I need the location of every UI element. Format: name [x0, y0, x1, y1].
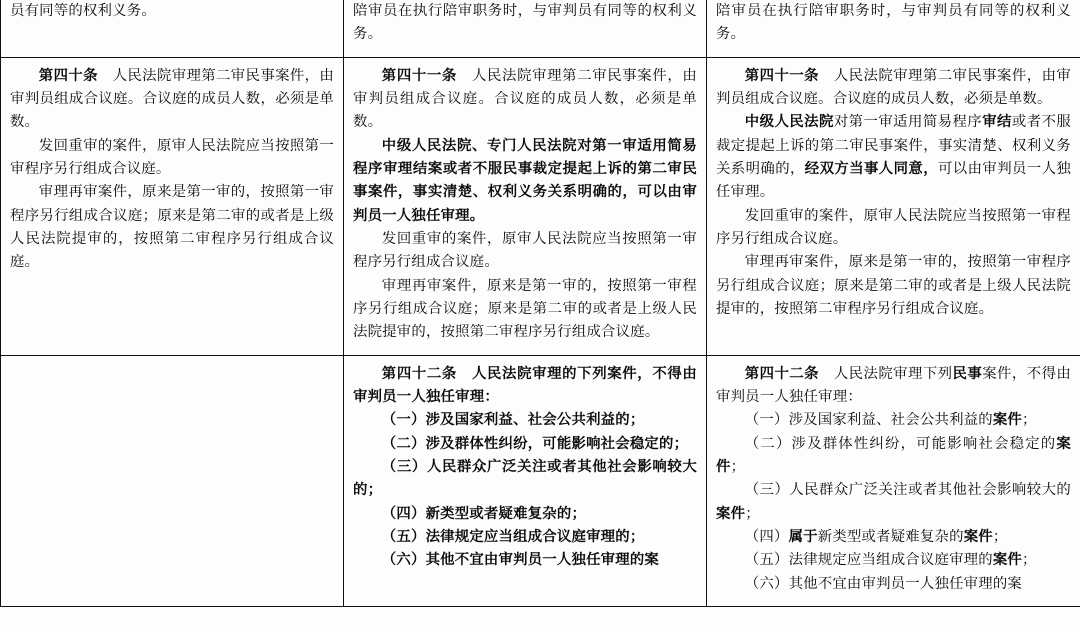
- body-text: ；: [730, 458, 746, 475]
- emphasized-text: （四）新类型或者疑难复杂的；: [381, 505, 587, 522]
- table-cell-col1: [1, 0, 344, 57]
- body-text: 陪审员在执行陪审职务时，与审判员有同等的权利义务。: [353, 3, 697, 43]
- body-text: 新类型或者疑难复杂的: [817, 528, 964, 545]
- emphasized-text: 案件: [716, 505, 746, 522]
- table-row: [1, 57, 1080, 355]
- emphasized-text: （二）涉及群体性纠纷，可能影响社会稳定的；: [381, 435, 689, 452]
- body-text: ；: [992, 528, 1008, 545]
- paragraph: [716, 111, 1071, 204]
- body-text: 对第一审适用简易程序: [833, 114, 983, 131]
- paragraph: [716, 479, 1071, 526]
- emphasized-text: （五）法律规定应当组成合议庭审理的；: [381, 528, 645, 545]
- table-cell-col2: [344, 57, 707, 355]
- body-text: ；: [1022, 552, 1037, 569]
- emphasized-text: 中级人民法院: [744, 114, 834, 131]
- table-row: [1, 355, 1080, 606]
- paragraph: [716, 526, 1071, 549]
- table-cell-col2: [344, 355, 707, 606]
- body-text: ；: [1022, 412, 1037, 429]
- paragraph: [716, 0, 1071, 47]
- body-text: 审理再审案件，原来是第一审的，按照第一审程序另行组成合议庭；原来是第二审的或者是上级人民法院提审的，按照第二审程序另行组成合议庭。: [716, 254, 1071, 317]
- emphasized-text: 第四十二条: [744, 365, 819, 382]
- emphasized-text: 案件: [992, 552, 1023, 569]
- body-text: 审理再审案件，原来是第一审的，按照第一审程序另行组成合议庭；原来是第二审的或者是上级人民法院提审的，按照第二审程序另行组成合议庭。: [353, 277, 697, 341]
- paragraph: [353, 228, 697, 275]
- paragraph: [716, 205, 1071, 252]
- body-text: 可以由审判员一人独任审理。: [716, 160, 1071, 201]
- paragraph: [353, 65, 697, 135]
- body-text: ；: [745, 505, 760, 522]
- body-text: 人民法院审理第二审民事案件，由审判员组成合议庭。合议庭的成员人数，必须是单数。: [716, 67, 1071, 107]
- table-row: [1, 0, 1080, 57]
- paragraph: [353, 456, 697, 503]
- emphasized-text: 人民法院审理的下列案件，不得由审判员一人独任审理：: [353, 365, 697, 405]
- paragraph: [353, 363, 697, 410]
- paragraph: [353, 526, 697, 549]
- table-cell-col2: [344, 0, 707, 57]
- paragraph: [353, 503, 697, 526]
- body-text: 或者不服裁定提起上诉的第二审民事案件，事实清楚、权利义务关系明确的，: [716, 114, 1071, 177]
- emphasized-text: 案件: [963, 528, 993, 545]
- paragraph: [716, 433, 1071, 480]
- emphasized-text: （一）涉及国家利益、社会公共利益的；: [381, 412, 645, 429]
- emphasized-text: 案件: [716, 435, 1071, 475]
- table-cell-col1: [1, 57, 344, 355]
- paragraph: [716, 409, 1071, 432]
- paragraph: [716, 251, 1071, 321]
- body-text: （三）人民群众广泛关注或者其他社会影响较大的: [744, 482, 1071, 499]
- emphasized-text: （六）其他不宜由审判员一人独任审理的案: [381, 552, 660, 569]
- paragraph: [716, 65, 1071, 112]
- article-number: 第四十条: [38, 67, 98, 84]
- paragraph: [716, 549, 1071, 572]
- paragraph: [10, 135, 334, 182]
- paragraph: [353, 409, 697, 432]
- paragraph: [716, 363, 1071, 410]
- paragraph: [716, 573, 1071, 596]
- article-number: 第四十一条: [381, 67, 457, 84]
- body-text: 员有同等的权利义务。: [10, 3, 156, 19]
- body-text: 发回重审的案件，原审人民法院应当按照第一审程序另行组成合议庭。: [10, 137, 334, 177]
- body-text: （二）涉及群体性纠纷，可能影响社会稳定的: [744, 435, 1057, 452]
- paragraph: [353, 135, 697, 228]
- emphasized-text: （三）人民群众广泛关注或者其他社会影响较大的；: [353, 458, 697, 499]
- paragraph: [10, 65, 334, 135]
- body-text: 案件，不得由审判员一人独任审理：: [716, 365, 1071, 405]
- body-text: [457, 366, 472, 382]
- paragraph: [10, 0, 334, 23]
- table-cell-col3: [707, 0, 1080, 57]
- body-text: （五）法律规定应当组成合议庭审理的: [744, 552, 993, 569]
- table-cell-col1-empty: [1, 355, 344, 606]
- body-text: （六）其他不宜由审判员一人独任审理的案: [744, 575, 1023, 592]
- paragraph: [353, 433, 697, 456]
- paragraph: [353, 549, 697, 572]
- body-text: 人民法院审理下列: [818, 365, 953, 382]
- body-text: 发回重审的案件，原审人民法院应当按照第一审程序另行组成合议庭。: [353, 230, 697, 271]
- body-text: 陪审员在执行陪审职务时，与审判员有同等的权利义务。: [716, 3, 1071, 43]
- table-cell-col3: [707, 355, 1080, 606]
- emphasized-text: 审结: [982, 114, 1012, 131]
- body-text: （一）涉及国家利益、社会公共利益的: [744, 412, 993, 429]
- paragraph: [353, 0, 697, 47]
- emphasized-text: 第四十二条: [381, 365, 457, 382]
- table-cell-col3: [707, 57, 1080, 355]
- body-text: 人民法院审理第二审民事案件，由审判员组成合议庭。合议庭的成员人数，必须是单数。: [10, 67, 334, 131]
- body-text: 人民法院审理第二审民事案件，由审判员组成合议庭。合议庭的成员人数，必须是单数。: [353, 67, 697, 131]
- paragraph: [353, 275, 697, 345]
- emphasized-text: 案件: [992, 412, 1023, 429]
- emphasized-text: 中级人民法院、专门人民法院对第一审适用简易程序审理结案或者不服民事裁定提起上诉的第二审民事案件，事实清楚、权利义务关系明确的，可以由审判员一人独任审理。: [353, 137, 697, 224]
- body-text: 发回重审的案件，原审人民法院应当按照第一审程序另行组成合议庭。: [716, 207, 1071, 247]
- article-number: 第四十一条: [744, 67, 819, 84]
- emphasized-text: 民事: [952, 365, 983, 382]
- emphasized-text: 属于: [788, 528, 818, 545]
- paragraph: [10, 181, 334, 274]
- body-text: 审理再审案件，原来是第一审的，按照第一审程序另行组成合议庭；原来是第二审的或者是上级人民法院提审的，按照第二审程序另行组成合议庭。: [10, 184, 334, 271]
- emphasized-text: 经双方当事人同意，: [804, 160, 938, 177]
- body-text: （四）: [744, 528, 789, 545]
- table-body: [1, 0, 1080, 606]
